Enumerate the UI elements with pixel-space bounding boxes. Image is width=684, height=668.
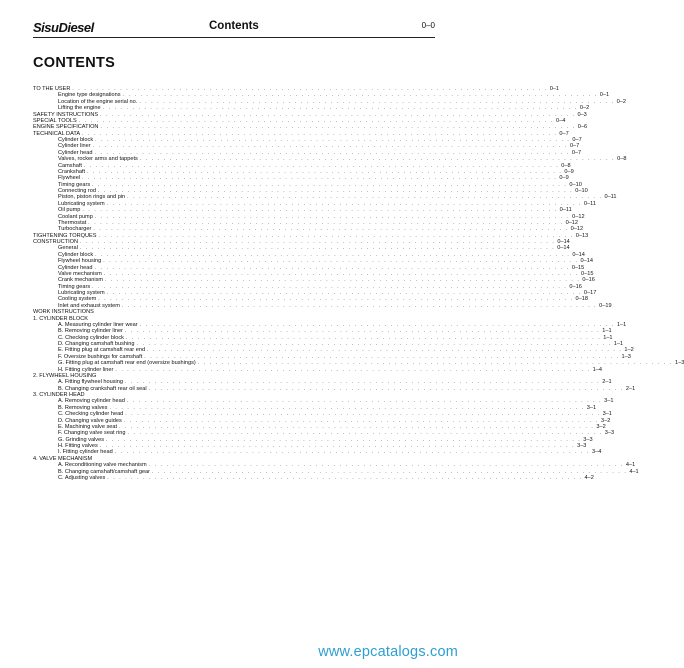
toc-leader-dots: . . . . . . . . . . . . . . . . . . . . . . . . . . . . . . . . . . . . . . . . . . . . . . . . . . . . . . . . . . . . . . . . . . . . . . . . . . . . . . . . <box>94 149 570 156</box>
toc-entry-label: H. Fitting valves <box>58 443 98 449</box>
page-title: CONTENTS <box>33 55 116 71</box>
toc-entry-page: 0–16 <box>569 283 582 290</box>
toc-entry-label: B. Removing valves <box>58 404 108 411</box>
toc-entry-label: A. Removing cylinder head <box>58 398 125 405</box>
toc-leader-dots: . . . . . . . . . . . . . . . . . . . . . . . . . . . . . . . . . . . . . . . . . . . . . . . . . . . . . . . . . . . . . . . . . . . . . . . . . . . . . . . . <box>125 334 602 341</box>
toc-entry-page: 0–11 <box>559 207 572 214</box>
toc-leader-dots: . . . . . . . . . . . . . . . . . . . . . . . . . . . . . . . . . . . . . . . . . . . . . . . . . . . . . . . . . . . . . . . . . . . . . . . . . . . . . . . . <box>99 443 576 449</box>
toc-entry-page: 0–6 <box>577 124 588 131</box>
toc-leader-dots: . . . . . . . . . . . . . . . . . . . . . . . . . . . . . . . . . . . . . . . . . . . . . . . . . . . . . . . . . . . . . . . . . . . . . . . . . . . . . . . . <box>127 194 603 201</box>
toc-entry-page: 3–2 <box>601 417 611 424</box>
toc-entry-label: A. Reconditioning valve mechanism <box>58 462 147 469</box>
toc-leader-dots: . . . . . . . . . . . . . . . . . . . . . . . . . . . . . . . . . . . . . . . . . . . . . . . . . . . . . . . . . . . . . . . . . . . . . . . . . . . . . . . . <box>123 417 600 424</box>
toc-leader-dots: . . . . . . . . . . . . . . . . . . . . . . . . . . . . . . . . . . . . . . . . . . . . . . . . . . . . . . . . . . . . . . . . . . . . . . . . . . . . . . . . <box>152 468 628 475</box>
toc-entry-label: Valves, rocker arms and tappets <box>58 156 138 163</box>
toc-leader-dots: . . . . . . . . . . . . . . . . . . . . . . . . . . . . . . . . . . . . . . . . . . . . . . . . . . . . . . . . . . . . . . . . . . . . . . . . . . . . . . . . <box>82 175 558 182</box>
toc-leader-dots: . . . . . . . . . . . . . . . . . . . . . . . . . . . . . . . . . . . . . . . . . . . . . . . . . . . . . . . . . . . . . . . . . . . . . . . . . . . . . . . . <box>148 462 624 469</box>
toc-entry-label: Timing gears <box>58 283 91 290</box>
toc-leader-dots: . . . . . . . . . . . . . . . . . . . . . . . . . . . . . . . . . . . . . . . . . . . . . . . . . . . . . . . . . . . . . . . . . . . . . . . . . . . . . . . . <box>92 143 568 150</box>
toc-entry-label: SPECIAL TOOLS <box>33 117 77 124</box>
toc-leader-dots: . . . . . . . . . . . . . . . . . . . . . . . . . . . . . . . . . . . . . . . . . . . . . . . . . . . . . . . . . . . . . . . . . . . . . . . . . . . . . . . . <box>139 321 615 328</box>
toc-entry-label: A. Measuring cylinder liner wear <box>58 321 138 328</box>
toc-leader-dots: . . . . . . . . . . . . . . . . . . . . . . . . . . . . . . . . . . . . . . . . . . . . . . . . . . . . . . . . . . . . . . . . . . . . . . . . . . . . . . . . <box>124 379 601 386</box>
toc-entry-label: Cylinder head <box>58 149 93 156</box>
toc-entry-page: 0–7 <box>571 149 582 156</box>
toc-entry-label: 2. FLYWHEEL HOUSING <box>33 372 97 379</box>
toc-entry-label: Crankshaft <box>58 168 86 175</box>
toc-leader-dots: . . . . . . . . . . . . . . . . . . . . . . . . . . . . . . . . . . . . . . . . . . . . . . . . . . . . . . . . . . . . . . . . . . . . . . . . . . . . . . . . <box>98 296 574 303</box>
toc-entry-page: 0–7 <box>572 137 582 143</box>
toc-entry-page: 0–10 <box>569 181 582 188</box>
toc-leader-dots: . . . . . . . . . . . . . . . . . . . . . . . . . . . . . . . . . . . . . . . . . . . . . . . . . . . . . . . . . . . . . . . . . . . . . . . . . . . . . . . . <box>109 404 585 411</box>
toc-leader-dots: . . . . . . . . . . . . . . . . . . . . . . . . . . . . . . . . . . . . . . . . . . . . . . . . . . . . . . . . . . . . . . . . . . . . . . . . . . . . . . . . <box>79 245 556 252</box>
toc-entry-label: Connecting rod <box>58 188 96 194</box>
toc-entry-label: Cooling system <box>58 296 97 303</box>
toc-entry <box>33 474 594 481</box>
toc-entry-label: G. Fitting plug at camshaft rear end (oversize bushings) <box>58 360 196 367</box>
toc-entry-page: 3–4 <box>592 449 602 456</box>
toc-entry-label: SAFETY INSTRUCTIONS <box>33 111 99 118</box>
toc-entry-label: Location of the engine serial no. <box>58 98 138 105</box>
toc-leader-dots: . . . . . . . . . . . . . . . . . . . . . . . . . . . . . . . . . . . . . . . . . . . . . . . . . . . . . . . . . . . . . . . . . . . . . . . . . . . . . . . . <box>83 162 560 169</box>
toc-leader-dots: . . . . . . . . . . . . . . . . . . . . . . . . . . . . . . . . . . . . . . . . . . . . . . . . . . . . . . . . . . . . . . . . . . . . . . . . . . . . . . . . <box>127 430 603 437</box>
toc-leader-dots: . . . . . . . . . . . . . . . . . . . . . . . . . . . . . . . . . . . . . . . . . . . . . . . . . . . . . . . . . . . . . . . . . . . . . . . . . . . . . . . . <box>144 353 620 360</box>
toc-entry-page: 0–11 <box>604 194 617 201</box>
toc-entry-page: 0–14 <box>557 239 570 245</box>
toc-leader-dots: . . . . . . . . . . . . . . . . . . . . . . . . . . . . . . . . . . . . . . . . . . . . . . . . . . . . . . . . . . . . . . . . . . . . . . . . . . . . . . . . <box>93 226 569 233</box>
toc-entry-label: F. Changing valve seat ring <box>58 430 126 437</box>
toc-leader-dots: . . . . . . . . . . . . . . . . . . . . . . . . . . . . . . . . . . . . . . . . . . . . . . . . . . . . . . . . . . . . . . . . . . . . . . . . . . . . . . . . <box>136 341 612 347</box>
toc-entry-page: 0–1 <box>599 92 610 99</box>
toc-leader-dots: . . . . . . . . . . . . . . . . . . . . . . . . . . . . . . . . . . . . . . . . . . . . . . . . . . . . . . . . . . . . . . . . . . . . . . . . . . . . . . . . <box>139 156 616 163</box>
toc-entry-page: 0–2 <box>616 98 626 105</box>
brand-logo: SisuDiesel <box>33 20 94 35</box>
toc-entry-page: 3–3 <box>604 430 615 437</box>
toc-entry-page: 3–1 <box>602 411 612 418</box>
toc-entry-label: Camshaft <box>58 162 82 169</box>
header-rule <box>33 37 435 38</box>
toc-leader-dots: . . . . . . . . . . . . . . . . . . . . . . . . . . . . . . . . . . . . . . . . . . . . . . . . . . . . . . . . . . . . . . . . . . . . . . . . . . . . . . . . <box>102 105 578 112</box>
toc-entry-page: 3–1 <box>586 404 597 411</box>
toc-leader-dots: . . . . . . . . . . . . . . . . . . . . . . . . . . . . . . . . . . . . . . . . . . . . . . . . . . . . . . . . . . . . . . . . . . . . . . . . . . . . . . . . <box>100 124 576 131</box>
toc-leader-dots: . . . . . . . . . . . . . . . . . . . . . . . . . . . . . . . . . . . . . . . . . . . . . . . . . . . . . . . . . . . . . . . . . . . . . . . . . . . . . . . . <box>98 232 574 239</box>
toc-entry-page: 0–11 <box>583 200 596 207</box>
toc-entry-page: 0–15 <box>581 270 594 277</box>
toc-entry-label: B. Changing camshaft/camshaft gear <box>58 468 151 475</box>
toc-leader-dots: . . . . . . . . . . . . . . . . . . . . . . . . . . . . . . . . . . . . . . . . . . . . . . . . . . . . . . . . . . . . . . . . . . . . . . . . . . . . . . . . <box>72 86 548 92</box>
toc-entry-label: Lubricating system <box>58 290 105 296</box>
toc-entry-label: C. Checking cylinder head <box>58 411 124 418</box>
toc-entry-page: 4–1 <box>629 468 639 475</box>
toc-leader-dots: . . . . . . . . . . . . . . . . . . . . . . . . . . . . . . . . . . . . . . . . . . . . . . . . . . . . . . . . . . . . . . . . . . . . . . . . . . . . . . . . <box>107 474 583 481</box>
toc-entry-page: 0–8 <box>561 162 571 169</box>
toc-entry-label: Lubricating system <box>58 200 105 207</box>
toc-entry-page: 3–3 <box>577 443 587 449</box>
toc-leader-dots: . . . . . . . . . . . . . . . . . . . . . . . . . . . . . . . . . . . . . . . . . . . . . . . . . . . . . . . . . . . . . . . . . . . . . . . . . . . . . . . . <box>115 366 591 373</box>
toc-entry-label: C. Checking cylinder block <box>58 334 124 341</box>
toc-leader-dots: . . . . . . . . . . . . . . . . . . . . . . . . . . . . . . . . . . . . . . . . . . . . . . . . . . . . . . . . . . . . . . . . . . . . . . . . . . . . . . . . <box>197 360 674 367</box>
toc-entry-page: 0–4 <box>556 117 566 124</box>
toc-leader-dots: . . . . . . . . . . . . . . . . . . . . . . . . . . . . . . . . . . . . . . . . . . . . . . . . . . . . . . . . . . . . . . . . . . . . . . . . . . . . . . . . <box>94 264 570 271</box>
toc-entry-label: B. Changing crankshaft rear oil seal <box>58 385 147 392</box>
toc-entry-label: Engine type designations <box>58 92 121 99</box>
toc-leader-dots: . . . . . . . . . . . . . . . . . . . . . . . . . . . . . . . . . . . . . . . . . . . . . . . . . . . . . . . . . . . . . . . . . . . . . . . . . . . . . . . . <box>78 117 555 124</box>
toc-entry-page: 0–12 <box>565 219 579 226</box>
toc-entry-page: 1–2 <box>624 347 634 354</box>
toc-leader-dots: . . . . . . . . . . . . . . . . . . . . . . . . . . . . . . . . . . . . . . . . . . . . . . . . . . . . . . . . . . . . . . . . . . . . . . . . . . . . . . . . <box>147 347 623 354</box>
toc-entry-label: Cylinder block <box>58 251 94 258</box>
toc-entry-label: Inlet and exhaust system <box>58 302 120 309</box>
toc-leader-dots: . . . . . . . . . . . . . . . . . . . . . . . . . . . . . . . . . . . . . . . . . . . . . . . . . . . . . . . . . . . . . . . . . . . . . . . . . . . . . . . . <box>121 302 598 309</box>
toc-entry-page: 3–1 <box>604 398 614 405</box>
toc-entry-page: 0–14 <box>580 258 593 265</box>
toc-entry-label: CONSTRUCTION <box>33 239 79 245</box>
watermark: www.epcatalogs.com <box>318 644 458 660</box>
toc-entry-label: D. Changing valve guides <box>58 417 122 424</box>
toc-entry-page: 2–1 <box>602 379 612 386</box>
toc-entry-page: 1–1 <box>602 328 612 335</box>
toc-entry-page: 0–8 <box>617 156 627 163</box>
toc-leader-dots: . . . . . . . . . . . . . . . . . . . . . . . . . . . . . . . . . . . . . . . . . . . . . . . . . . . . . . . . . . . . . . . . . . . . . . . . . . . . . . . . <box>88 219 564 226</box>
table-of-contents <box>33 86 684 481</box>
toc-entry-label: F. Oversize bushings for camshaft <box>58 353 143 360</box>
toc-entry-page: 3–2 <box>596 423 606 430</box>
toc-entry-label: Crank mechanism <box>58 277 104 284</box>
toc-entry-label: TECHNICAL DATA <box>33 130 81 137</box>
toc-entry-label: WORK INSTRUCTIONS <box>33 309 94 316</box>
toc-leader-dots: . . . . . . . . . . . . . . . . . . . . . . . . . . . . . . . . . . . . . . . . . . . . . . . . . . . . . . . . . . . . . . . . . . . . . . . . . . . . . . . . <box>82 130 558 137</box>
toc-entry-page: 0–2 <box>579 105 590 112</box>
toc-leader-dots: . . . . . . . . . . . . . . . . . . . . . . . . . . . . . . . . . . . . . . . . . . . . . . . . . . . . . . . . . . . . . . . . . . . . . . . . . . . . . . . . <box>125 411 601 418</box>
toc-entry-page: 1–1 <box>613 341 624 347</box>
page-header <box>33 20 435 38</box>
toc-entry-page: 0–7 <box>559 130 569 137</box>
toc-entry-label: E. Fitting plug at camshaft rear end <box>58 347 146 354</box>
toc-entry-page: 4–2 <box>584 474 594 481</box>
toc-entry-label: Cylinder head <box>58 264 93 271</box>
toc-entry-page: 0–18 <box>575 296 588 303</box>
toc-entry-label: 3. CYLINDER HEAD <box>33 392 85 398</box>
toc-entry-page: 0–13 <box>575 232 589 239</box>
toc-entry-label: 1. CYLINDER BLOCK <box>33 315 89 322</box>
toc-entry-label: G. Grinding valves <box>58 436 105 443</box>
toc-leader-dots: . . . . . . . . . . . . . . . . . . . . . . . . . . . . . . . . . . . . . . . . . . . . . . . . . . . . . . . . . . . . . . . . . . . . . . . . . . . . . . . . <box>87 168 563 175</box>
toc-entry-page: 0–7 <box>569 143 580 150</box>
toc-leader-dots: . . . . . . . . . . . . . . . . . . . . . . . . . . . . . . . . . . . . . . . . . . . . . . . . . . . . . . . . . . . . . . . . . . . . . . . . . . . . . . . . <box>122 92 598 99</box>
toc-entry-label: Lifting the engine <box>58 105 101 112</box>
toc-leader-dots: . . . . . . . . . . . . . . . . . . . . . . . . . . . . . . . . . . . . . . . . . . . . . . . . . . . . . . . . . . . . . . . . . . . . . . . . . . . . . . . . <box>124 328 601 335</box>
toc-leader-dots: . . . . . . . . . . . . . . . . . . . . . . . . . . . . . . . . . . . . . . . . . . . . . . . . . . . . . . . . . . . . . . . . . . . . . . . . . . . . . . . . <box>82 207 558 214</box>
toc-entry-label: Piston, piston rings and pin <box>58 194 126 201</box>
toc-leader-dots: . . . . . . . . . . . . . . . . . . . . . . . . . . . . . . . . . . . . . . . . . . . . . . . . . . . . . . . . . . . . . . . . . . . . . . . . . . . . . . . . <box>94 213 571 220</box>
toc-leader-dots: . . . . . . . . . . . . . . . . . . . . . . . . . . . . . . . . . . . . . . . . . . . . . . . . . . . . . . . . . . . . . . . . . . . . . . . . . . . . . . . . <box>114 449 591 456</box>
toc-leader-dots: . . . . . . . . . . . . . . . . . . . . . . . . . . . . . . . . . . . . . . . . . . . . . . . . . . . . . . . . . . . . . . . . . . . . . . . . . . . . . . . . <box>95 251 571 258</box>
toc-entry-label: Thermostat <box>58 219 87 226</box>
header-title: Contents <box>209 20 259 32</box>
toc-entry-label: B. Removing cylinder liner <box>58 328 123 335</box>
toc-entry-label: Timing gears <box>58 181 91 188</box>
toc-entry-page: 1–1 <box>616 321 627 328</box>
toc-entry-page: 2–1 <box>625 385 636 392</box>
toc-entry-label: Coolant pump <box>58 213 93 220</box>
toc-entry-label: E. Machining valve seat <box>58 423 118 430</box>
toc-leader-dots: . . . . . . . . . . . . . . . . . . . . . . . . . . . . . . . . . . . . . . . . . . . . . . . . . . . . . . . . . . . . . . . . . . . . . . . . . . . . . . . . <box>106 436 582 443</box>
toc-entry-label: ENGINE SPECIFICATION <box>33 124 99 131</box>
toc-entry-label: Valve mechanism <box>58 270 102 277</box>
toc-entry-page: 0–19 <box>599 302 612 309</box>
toc-entry-page: 0–16 <box>582 277 595 284</box>
toc-entry-page: 1–3 <box>621 353 631 360</box>
toc-entry-label: Flywheel <box>58 175 81 182</box>
toc-entry-label: C. Adjusting valves <box>58 474 106 481</box>
toc-entry-label: H. Fitting cylinder liner <box>58 366 114 373</box>
toc-entry-label: General <box>58 245 78 252</box>
header-page-number: 0–0 <box>421 21 435 30</box>
toc-leader-dots: . . . . . . . . . . . . . . . . . . . . . . . . . . . . . . . . . . . . . . . . . . . . . . . . . . . . . . . . . . . . . . . . . . . . . . . . . . . . . . . . <box>148 385 624 392</box>
toc-leader-dots: . . . . . . . . . . . . . . . . . . . . . . . . . . . . . . . . . . . . . . . . . . . . . . . . . . . . . . . . . . . . . . . . . . . . . . . . . . . . . . . . <box>80 239 556 245</box>
toc-entry-label: Oil pump <box>58 207 81 214</box>
toc-entry-page: 0–12 <box>572 213 585 220</box>
toc-entry-page: 0–1 <box>549 86 560 92</box>
toc-entry-label: 4. VALVE MECHANISM <box>33 455 93 462</box>
toc-leader-dots: . . . . . . . . . . . . . . . . . . . . . . . . . . . . . . . . . . . . . . . . . . . . . . . . . . . . . . . . . . . . . . . . . . . . . . . . . . . . . . . . <box>97 188 574 194</box>
toc-entry-page: 0–9 <box>559 175 569 182</box>
toc-entry-page: 1–1 <box>603 334 613 341</box>
toc-leader-dots: . . . . . . . . . . . . . . . . . . . . . . . . . . . . . . . . . . . . . . . . . . . . . . . . . . . . . . . . . . . . . . . . . . . . . . . . . . . . . . . . <box>100 111 576 118</box>
toc-entry-label: I. Fitting cylinder head <box>58 449 113 456</box>
toc-entry-page: 4–1 <box>625 462 636 469</box>
toc-leader-dots: . . . . . . . . . . . . . . . . . . . . . . . . . . . . . . . . . . . . . . . . . . . . . . . . . . . . . . . . . . . . . . . . . . . . . . . . . . . . . . . . <box>103 258 579 265</box>
toc-entry-page: 0–3 <box>577 111 587 118</box>
toc-leader-dots: . . . . . . . . . . . . . . . . . . . . . . . . . . . . . . . . . . . . . . . . . . . . . . . . . . . . . . . . . . . . . . . . . . . . . . . . . . . . . . . . <box>103 270 580 277</box>
toc-leader-dots: . . . . . . . . . . . . . . . . . . . . . . . . . . . . . . . . . . . . . . . . . . . . . . . . . . . . . . . . . . . . . . . . . . . . . . . . . . . . . . . . <box>106 200 582 207</box>
toc-entry-label: A. Fitting flywheel housing <box>58 379 123 386</box>
toc-leader-dots: . . . . . . . . . . . . . . . . . . . . . . . . . . . . . . . . . . . . . . . . . . . . . . . . . . . . . . . . . . . . . . . . . . . . . . . . . . . . . . . . <box>139 98 615 105</box>
toc-entry-page: 0–14 <box>557 245 570 252</box>
toc-leader-dots: . . . . . . . . . . . . . . . . . . . . . . . . . . . . . . . . . . . . . . . . . . . . . . . . . . . . . . . . . . . . . . . . . . . . . . . . . . . . . . . . <box>92 181 568 188</box>
toc-entry-page: 0–17 <box>583 290 597 296</box>
toc-entry-page: 0–9 <box>564 168 574 175</box>
toc-entry-page: 0–10 <box>575 188 588 194</box>
toc-entry-label: D. Changing camshaft bushing <box>58 341 135 347</box>
toc-leader-dots: . . . . . . . . . . . . . . . . . . . . . . . . . . . . . . . . . . . . . . . . . . . . . . . . . . . . . . . . . . . . . . . . . . . . . . . . . . . . . . . . <box>119 423 595 430</box>
toc-entry-label: Cylinder liner <box>58 143 91 150</box>
toc-entry-label: Turbocharger <box>58 226 92 233</box>
toc-entry-page: 1–4 <box>592 366 602 373</box>
toc-entry-label: TIGHTENING TORQUES <box>33 232 97 239</box>
toc-entry <box>33 385 636 392</box>
toc-entry-label: Cylinder block <box>58 137 94 143</box>
toc-leader-dots: . . . . . . . . . . . . . . . . . . . . . . . . . . . . . . . . . . . . . . . . . . . . . . . . . . . . . . . . . . . . . . . . . . . . . . . . . . . . . . . . <box>126 398 603 405</box>
toc-entry-page: 3–3 <box>583 436 593 443</box>
toc-leader-dots: . . . . . . . . . . . . . . . . . . . . . . . . . . . . . . . . . . . . . . . . . . . . . . . . . . . . . . . . . . . . . . . . . . . . . . . . . . . . . . . . <box>92 283 568 290</box>
toc-entry-page: 1–3 <box>675 360 684 367</box>
toc-entry-page: 0–12 <box>570 226 584 233</box>
toc-entry-page: 0–14 <box>572 251 585 258</box>
toc-entry-label: TO THE USER <box>33 86 71 92</box>
toc-entry-page: 0–15 <box>571 264 585 271</box>
toc-entry-label: Flywheel housing <box>58 258 102 265</box>
toc-leader-dots: . . . . . . . . . . . . . . . . . . . . . . . . . . . . . . . . . . . . . . . . . . . . . . . . . . . . . . . . . . . . . . . . . . . . . . . . . . . . . . . . <box>106 290 582 296</box>
toc-leader-dots: . . . . . . . . . . . . . . . . . . . . . . . . . . . . . . . . . . . . . . . . . . . . . . . . . . . . . . . . . . . . . . . . . . . . . . . . . . . . . . . . <box>95 137 571 143</box>
toc-leader-dots: . . . . . . . . . . . . . . . . . . . . . . . . . . . . . . . . . . . . . . . . . . . . . . . . . . . . . . . . . . . . . . . . . . . . . . . . . . . . . . . . <box>105 277 581 284</box>
